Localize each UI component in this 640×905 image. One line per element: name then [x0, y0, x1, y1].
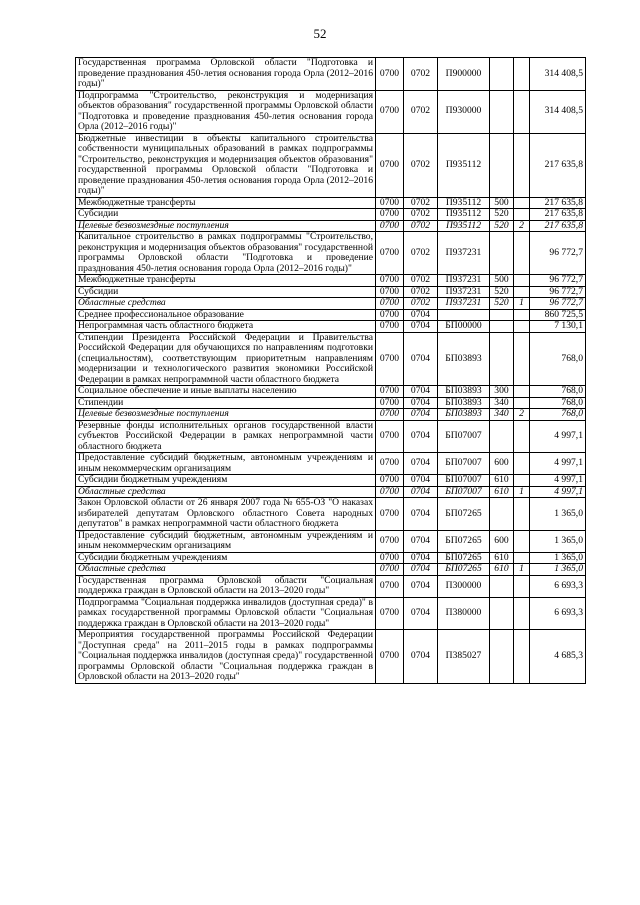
row-amount: 768,0 [530, 386, 586, 398]
row-section-code: 0700 [376, 630, 404, 684]
table-row [76, 209, 586, 221]
row-name: Бюджетные инвестиции в объекты капитального строительства собственности муниципальных образований в рамках подпрограммы "Строительство, реконструкция и модернизация объектов образования" государственной программы Орловской области "Подготовка и проведение празднования 450-летия основания города Орла (2012–2016 годы)" [76, 133, 376, 197]
page-number: 52 [313, 26, 327, 41]
row-target-article: БП00000 [438, 321, 490, 333]
row-subsection-code: 0702 [404, 133, 438, 197]
row-section-code: 0700 [376, 564, 404, 576]
row-funding-source [514, 386, 530, 398]
row-amount: 1 365,0 [530, 530, 586, 552]
row-target-article: П935112 [438, 209, 490, 221]
row-name: Резервные фонды исполнительных органов государственной власти субъектов Российской Федерации в рамках непрограммной части областного бюджета [76, 420, 376, 453]
row-target-article: П385027 [438, 630, 490, 684]
row-expense-type [490, 575, 514, 597]
row-amount: 96 772,7 [530, 286, 586, 298]
row-subsection-code: 0704 [404, 321, 438, 333]
table-row [76, 475, 586, 487]
row-funding-source [514, 397, 530, 409]
table-row [76, 453, 586, 475]
row-subsection-code: 0704 [404, 409, 438, 421]
row-target-article: П300000 [438, 575, 490, 597]
row-funding-source [514, 630, 530, 684]
row-amount: 1 365,0 [530, 564, 586, 576]
table-row [76, 220, 586, 232]
row-section-code: 0700 [376, 386, 404, 398]
row-expense-type: 610 [490, 564, 514, 576]
table-row [76, 575, 586, 597]
row-section-code: 0700 [376, 486, 404, 498]
table-row [76, 552, 586, 564]
row-subsection-code: 0702 [404, 298, 438, 310]
row-section-code: 0700 [376, 298, 404, 310]
table-row [76, 486, 586, 498]
table-row [76, 530, 586, 552]
table-row [76, 275, 586, 287]
row-section-code: 0700 [376, 332, 404, 386]
row-amount: 1 365,0 [530, 498, 586, 531]
row-amount: 4 997,1 [530, 420, 586, 453]
table-row [76, 298, 586, 310]
row-section-code: 0700 [376, 309, 404, 321]
row-name: Мероприятия государственной программы Российской Федерации "Доступная среда" на 2011–2015 годы в рамках подпрограммы "Социальная поддержка инвалидов (доступная среда)" государственной программы Орловской области "Социальная поддержка граждан в Орловской области на 2013–2020 годы" [76, 630, 376, 684]
row-expense-type [490, 630, 514, 684]
row-funding-source [514, 321, 530, 333]
row-target-article: БП07265 [438, 564, 490, 576]
row-target-article: БП03893 [438, 332, 490, 386]
row-name: Государственная программа Орловской области "Подготовка и проведение празднования 450-летия основания города Орла (2012–2016 годы)" [76, 58, 376, 91]
row-amount: 217 635,8 [530, 209, 586, 221]
row-target-article: П900000 [438, 58, 490, 91]
row-section-code: 0700 [376, 286, 404, 298]
row-name: Межбюджетные трансферты [76, 275, 376, 287]
row-amount: 96 772,7 [530, 298, 586, 310]
row-funding-source [514, 597, 530, 630]
row-funding-source [514, 309, 530, 321]
row-subsection-code: 0704 [404, 453, 438, 475]
row-subsection-code: 0704 [404, 332, 438, 386]
row-expense-type: 600 [490, 530, 514, 552]
row-target-article: БП07007 [438, 420, 490, 453]
row-name: Стипендии [76, 397, 376, 409]
row-expense-type [490, 498, 514, 531]
row-funding-source [514, 530, 530, 552]
row-section-code: 0700 [376, 397, 404, 409]
row-target-article: БП03893 [438, 397, 490, 409]
row-expense-type [490, 321, 514, 333]
row-target-article: П937231 [438, 286, 490, 298]
row-funding-source [514, 58, 530, 91]
row-target-article: БП07265 [438, 498, 490, 531]
row-name: Капитальное строительство в рамках подпрограммы "Строительство, реконструкция и модернизация объектов образования" государственной программы Орловской области "Подготовка и проведение празднования 450-летия основания города Орла (2012–2016 годы)" [76, 232, 376, 275]
row-subsection-code: 0702 [404, 209, 438, 221]
row-funding-source: 2 [514, 220, 530, 232]
row-funding-source [514, 286, 530, 298]
row-subsection-code: 0704 [404, 552, 438, 564]
table-row [76, 321, 586, 333]
row-name: Социальное обеспечение и иные выплаты населению [76, 386, 376, 398]
row-target-article: П380000 [438, 597, 490, 630]
row-name: Закон Орловской области от 26 января 2007 года № 655-ОЗ "О наказах избирателей депутатам Орловского областного Совета народных депутатов" в рамках непрограммной части областного бюджета [76, 498, 376, 531]
row-target-article: БП03893 [438, 386, 490, 398]
row-funding-source [514, 90, 530, 133]
table-row [76, 630, 586, 684]
row-funding-source [514, 420, 530, 453]
row-funding-source: 1 [514, 298, 530, 310]
row-amount: 4 685,3 [530, 630, 586, 684]
row-target-article: П935112 [438, 220, 490, 232]
row-section-code: 0700 [376, 90, 404, 133]
table-row [76, 197, 586, 209]
row-amount: 860 725,5 [530, 309, 586, 321]
table-row [76, 232, 586, 275]
row-amount: 314 408,5 [530, 58, 586, 91]
row-target-article: БП07265 [438, 552, 490, 564]
row-section-code: 0700 [376, 321, 404, 333]
table-row [76, 309, 586, 321]
row-section-code: 0700 [376, 453, 404, 475]
row-amount: 217 635,8 [530, 133, 586, 197]
row-amount: 768,0 [530, 397, 586, 409]
row-expense-type [490, 597, 514, 630]
row-subsection-code: 0704 [404, 397, 438, 409]
row-section-code: 0700 [376, 220, 404, 232]
row-funding-source [514, 453, 530, 475]
row-amount: 96 772,7 [530, 275, 586, 287]
table-row [76, 90, 586, 133]
row-amount: 4 997,1 [530, 453, 586, 475]
row-name: Целевые безвозмездные поступления [76, 409, 376, 421]
table-row [76, 58, 586, 91]
table-row [76, 397, 586, 409]
row-amount: 217 635,8 [530, 197, 586, 209]
table-row [76, 386, 586, 398]
row-expense-type [490, 420, 514, 453]
row-section-code: 0700 [376, 575, 404, 597]
row-section-code: 0700 [376, 420, 404, 453]
row-subsection-code: 0704 [404, 309, 438, 321]
table-row [76, 564, 586, 576]
row-name: Непрограммная часть областного бюджета [76, 321, 376, 333]
row-subsection-code: 0702 [404, 286, 438, 298]
row-amount: 96 772,7 [530, 232, 586, 275]
row-funding-source [514, 133, 530, 197]
row-target-article: БП07007 [438, 453, 490, 475]
row-expense-type: 610 [490, 486, 514, 498]
row-subsection-code: 0702 [404, 197, 438, 209]
row-subsection-code: 0702 [404, 220, 438, 232]
table-row [76, 133, 586, 197]
row-funding-source: 2 [514, 409, 530, 421]
row-section-code: 0700 [376, 232, 404, 275]
row-amount: 6 693,3 [530, 597, 586, 630]
row-funding-source [514, 475, 530, 487]
row-expense-type [490, 58, 514, 91]
row-name: Субсидии бюджетным учреждениям [76, 552, 376, 564]
row-expense-type [490, 133, 514, 197]
row-section-code: 0700 [376, 197, 404, 209]
table-row [76, 409, 586, 421]
row-expense-type [490, 232, 514, 275]
row-target-article: БП07007 [438, 486, 490, 498]
row-expense-type [490, 90, 514, 133]
row-expense-type: 300 [490, 386, 514, 398]
row-subsection-code: 0704 [404, 597, 438, 630]
row-name: Субсидии [76, 286, 376, 298]
table-row [76, 597, 586, 630]
row-funding-source: 1 [514, 564, 530, 576]
row-subsection-code: 0704 [404, 575, 438, 597]
row-subsection-code: 0704 [404, 420, 438, 453]
row-expense-type: 520 [490, 286, 514, 298]
row-amount: 768,0 [530, 332, 586, 386]
row-expense-type: 520 [490, 298, 514, 310]
row-subsection-code: 0704 [404, 630, 438, 684]
row-name: Среднее профессиональное образование [76, 309, 376, 321]
row-name: Областные средства [76, 298, 376, 310]
row-target-article: П937231 [438, 275, 490, 287]
row-name: Субсидии бюджетным учреждениям [76, 475, 376, 487]
row-name: Областные средства [76, 564, 376, 576]
row-section-code: 0700 [376, 552, 404, 564]
row-amount: 6 693,3 [530, 575, 586, 597]
row-section-code: 0700 [376, 275, 404, 287]
row-name: Целевые безвозмездные поступления [76, 220, 376, 232]
table-row [76, 286, 586, 298]
row-subsection-code: 0704 [404, 475, 438, 487]
row-expense-type: 610 [490, 552, 514, 564]
table-row [76, 420, 586, 453]
row-name: Предоставление субсидий бюджетным, автономным учреждениям и иным некоммерческим организациям [76, 453, 376, 475]
table-row [76, 332, 586, 386]
row-subsection-code: 0704 [404, 564, 438, 576]
budget-table [75, 57, 586, 684]
row-expense-type: 500 [490, 197, 514, 209]
row-subsection-code: 0704 [404, 498, 438, 531]
row-subsection-code: 0702 [404, 275, 438, 287]
row-target-article: П937231 [438, 232, 490, 275]
row-section-code: 0700 [376, 597, 404, 630]
row-name: Межбюджетные трансферты [76, 197, 376, 209]
row-funding-source [514, 197, 530, 209]
row-expense-type: 610 [490, 475, 514, 487]
row-subsection-code: 0704 [404, 386, 438, 398]
row-target-article [438, 309, 490, 321]
row-amount: 768,0 [530, 409, 586, 421]
row-funding-source [514, 575, 530, 597]
row-amount: 217 635,8 [530, 220, 586, 232]
row-funding-source [514, 209, 530, 221]
row-amount: 7 130,1 [530, 321, 586, 333]
row-target-article: П937231 [438, 298, 490, 310]
row-name: Подпрограмма "Социальная поддержка инвалидов (доступная среда)" в рамках государственной программы Орловской области "Социальная поддержка граждан в Орловской области на 2013–2020 годы" [76, 597, 376, 630]
table-row [76, 498, 586, 531]
budget-table-body [76, 58, 586, 684]
row-amount: 4 997,1 [530, 475, 586, 487]
row-target-article: БП07265 [438, 530, 490, 552]
row-name: Областные средства [76, 486, 376, 498]
row-funding-source [514, 332, 530, 386]
row-subsection-code: 0704 [404, 486, 438, 498]
row-target-article: БП07007 [438, 475, 490, 487]
row-amount: 1 365,0 [530, 552, 586, 564]
row-funding-source [514, 275, 530, 287]
row-subsection-code: 0702 [404, 232, 438, 275]
row-expense-type: 340 [490, 409, 514, 421]
row-target-article: П935112 [438, 197, 490, 209]
row-name: Государственная программа Орловской области "Социальная поддержка граждан в Орловской области на 2013–2020 годы" [76, 575, 376, 597]
row-subsection-code: 0702 [404, 90, 438, 133]
row-subsection-code: 0704 [404, 530, 438, 552]
row-expense-type: 520 [490, 209, 514, 221]
row-expense-type: 520 [490, 220, 514, 232]
row-funding-source [514, 552, 530, 564]
row-section-code: 0700 [376, 133, 404, 197]
row-section-code: 0700 [376, 209, 404, 221]
row-name: Предоставление субсидий бюджетным, автономным учреждениям и иным некоммерческим организациям [76, 530, 376, 552]
row-funding-source [514, 232, 530, 275]
row-section-code: 0700 [376, 409, 404, 421]
row-expense-type [490, 309, 514, 321]
row-name: Стипендии Президента Российской Федерации и Правительства Российской Федерации для обучающихся по направлениям подготовки (специальностям), соответствующим приоритетным направлениям модернизации и технологического развития экономики Российской Федерации в рамках непрограммной части областного бюджета [76, 332, 376, 386]
row-funding-source [514, 498, 530, 531]
row-target-article: БП03893 [438, 409, 490, 421]
row-section-code: 0700 [376, 475, 404, 487]
row-section-code: 0700 [376, 58, 404, 91]
row-name: Субсидии [76, 209, 376, 221]
row-section-code: 0700 [376, 530, 404, 552]
row-expense-type [490, 332, 514, 386]
row-name: Подпрограмма "Строительство, реконструкция и модернизация объектов образования" государственной программы Орловской области "Подготовка и проведение празднования 450-летия основания города Орла (2012–2016 годы)" [76, 90, 376, 133]
row-target-article: П935112 [438, 133, 490, 197]
row-amount: 4 997,1 [530, 486, 586, 498]
row-target-article: П930000 [438, 90, 490, 133]
row-subsection-code: 0702 [404, 58, 438, 91]
row-expense-type: 600 [490, 453, 514, 475]
row-expense-type: 500 [490, 275, 514, 287]
row-expense-type: 340 [490, 397, 514, 409]
row-section-code: 0700 [376, 498, 404, 531]
row-amount: 314 408,5 [530, 90, 586, 133]
row-funding-source: 1 [514, 486, 530, 498]
